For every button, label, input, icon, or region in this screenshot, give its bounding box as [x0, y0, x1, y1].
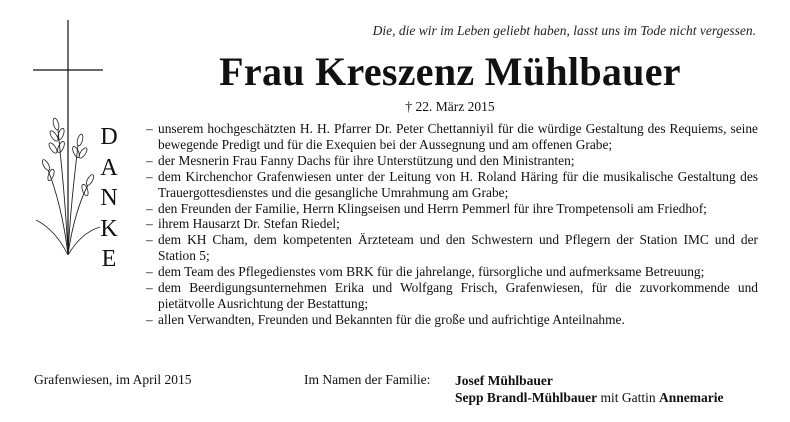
- danke-letter: K: [100, 215, 118, 242]
- signer-line: [455, 389, 724, 406]
- list-item: – allen Verwandten, Freunden und Bekannten für die große und aufrichtige Anteilnahme.: [146, 312, 758, 328]
- signatures: [455, 372, 724, 406]
- motto: Die, die wir im Leben geliebt haben, lasst uns im Tode nicht vergessen.: [372, 23, 756, 38]
- list-item: – den Freunden der Familie, Herrn Klingseisen und Herrn Pemmerl für ihre Trompetensoli am Friedhof;: [146, 201, 758, 217]
- danke-letter: E: [101, 246, 117, 273]
- list-item: – dem Team des Pflegedienstes vom BRK für die jahrelange, fürsorgliche und aufmerksame Betreuung;: [146, 264, 758, 280]
- place-date: Grafenwiesen, im April 2015: [34, 372, 192, 387]
- danke-vertical: [98, 122, 120, 275]
- list-item: – dem Kirchenchor Grafenwiesen unter der Leitung von H. Roland Häring für die musikalische Gestaltung des Trauergottesdienstes und die gesangliche Umrahmung am Grabe;: [146, 169, 758, 201]
- list-item: – unserem hochgeschätzten H. H. Pfarrer Dr. Peter Chettanniyil für die würdige Gestaltung des Requiems, seine bewegende Predigt und für die Exequien bei der Aussegnung und am offenen Grabe;: [146, 121, 758, 153]
- on-behalf-label: Im Namen der Familie:: [304, 372, 431, 387]
- signer-name: Josef Mühlbauer: [455, 373, 553, 388]
- danke-letter: N: [100, 185, 118, 212]
- cross-with-wheat-icon: [28, 20, 108, 255]
- list-item: – ihrem Hausarzt Dr. Stefan Riedel;: [146, 216, 758, 232]
- page-title: Frau Kreszenz Mühlbauer: [219, 49, 681, 94]
- signer-with: mit Gattin: [600, 390, 656, 405]
- list-item: – dem KH Cham, dem kompetenten Ärzteteam und den Schwestern und Pflegern der Station IMC und der Station 5;: [146, 232, 758, 264]
- list-item: – dem Beerdigungsunternehmen Erika und Wolfgang Frisch, Grafenwiesen, für die zuvorkommende und pietätvolle Ausrichtung der Bestattung;: [146, 280, 758, 312]
- signer-name: Sepp Brandl-Mühlbauer: [455, 390, 598, 405]
- danke-letter: A: [100, 154, 118, 181]
- thanks-list: [146, 121, 758, 328]
- danke-letter: D: [100, 124, 118, 150]
- signer-spouse: Annemarie: [659, 390, 724, 405]
- list-item: – der Mesnerin Frau Fanny Dachs für ihre Unterstützung und den Ministranten;: [146, 153, 758, 169]
- death-date: † 22. März 2015: [405, 99, 495, 114]
